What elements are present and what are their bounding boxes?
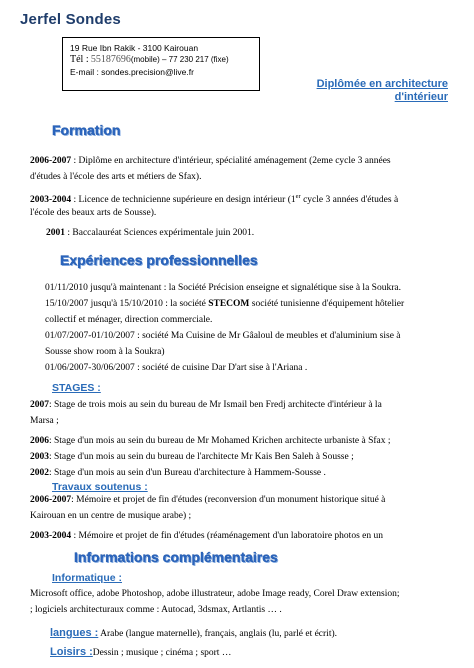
formation-year: 2006-2007 [30, 156, 72, 166]
travaux-item-cont: Kairouan en un centre de musique arabe) ; [30, 511, 192, 521]
tel-rest: (mobile) – 77 230 217 (fixe) [130, 55, 229, 64]
company-stecom: STECOM [208, 299, 250, 309]
experience-line: 01/06/2007-30/06/2007 : société de cuisine Dar D'art sise à l'Ariana . [45, 363, 308, 373]
informatique-line: Microsoft office, adobe Photoshop, adobe illustrateur, adobe Image ready, Corel Draw extension; [30, 589, 400, 599]
formation-item-cont: d'études à l'école des arts et métiers de Sfax). [30, 172, 202, 182]
travaux-year: 2003-2004 [30, 531, 72, 541]
informatique-line: ; logiciels architecturaux comme : Autocad, 3dsmax, Artlantis … . [30, 605, 282, 615]
formation-text: cycle 3 années d'études à [300, 195, 399, 206]
stage-item [30, 449, 455, 465]
formation-text: : Licence de technicienne supérieure en design intérieur (1 [71, 195, 296, 206]
diploma-title-line2: d'intérieur [394, 91, 448, 103]
address: 19 Rue Ibn Rakik - 3100 Kairouan [70, 43, 199, 53]
formation-sup: er [295, 193, 301, 200]
loisirs-text: Dessin ; musique ; cinéma ; sport … [92, 648, 232, 658]
tel-label: Tél : [70, 54, 89, 65]
formation-item [30, 189, 455, 205]
stage-item [30, 433, 455, 449]
experience-line [30, 296, 455, 312]
contact-box [62, 37, 260, 91]
formation-text: : Baccalauréat Sciences expérimentale juin 2001. [65, 228, 255, 238]
section-title-infos: Informations complémentaires [74, 549, 278, 565]
stage-text: : Stage d'un mois au sein d'un Bureau d'architecture à Hammem-Sousse . [49, 468, 326, 478]
experience-line: collectif et ménager, direction commerciale. [45, 315, 213, 325]
langues-row [50, 623, 337, 641]
diploma-title-line1: Diplômée en architecture [316, 78, 448, 90]
loisirs-row [50, 642, 231, 660]
stage-year: 2002 [30, 468, 49, 478]
stage-item [30, 397, 455, 413]
diploma-title [268, 78, 448, 104]
stage-year: 2007 [30, 400, 49, 410]
formation-item [30, 153, 455, 169]
stage-year: 2003 [30, 452, 49, 462]
travaux-item [30, 528, 455, 544]
experience-text: société tunisienne d'équipement hôtelier [249, 299, 405, 309]
experience-list [30, 280, 455, 376]
formation-item-cont: l'école des beaux arts de Sousse). [30, 208, 157, 218]
travaux-text: : Mémoire et projet de fin d'études (reconversion d'un monument historique situé à [71, 495, 386, 505]
stage-text: : Stage d'un mois au sein du bureau de Mr Mohamed Krichen architecte urbaniste à Sfax ; [49, 436, 391, 446]
tel-mobile: 55187696 [90, 54, 131, 65]
formation-item [30, 225, 455, 241]
experience-text: 15/10/2007 jusqu'à 15/10/2010 : la société [45, 299, 209, 309]
stage-year: 2006 [30, 436, 49, 446]
travaux-title: Travaux soutenus : [52, 481, 148, 493]
email: E-mail : sondes.precision@live.fr [70, 67, 194, 77]
formation-year: 2001 [46, 228, 65, 238]
experience-line: 01/07/2007-01/10/2007 : société Ma Cuisine de Mr Gâaloul de meubles et d'aluminium sise à [45, 331, 401, 341]
experience-line: 01/11/2010 jusqu'à maintenant : la Société Précision enseigne et signalétique sise à la Soukra. [45, 283, 401, 293]
formation-year: 2003-2004 [30, 195, 72, 206]
stage-item [30, 465, 455, 481]
section-title-formation: Formation [52, 122, 121, 138]
travaux-year: 2006-2007 [30, 495, 72, 505]
stage-text: : Stage de trois mois au sein du bureau de Mr Ismail ben Fredj architecte d'intérieur à la [49, 400, 382, 410]
travaux-text: : Mémoire et projet de fin d'études (réaménagement d'un laboratoire photos en un [71, 531, 383, 541]
informatique-text [30, 586, 455, 618]
langues-text: Arabe (langue maternelle), français, anglais (lu, parlé et écrit). [98, 629, 337, 639]
travaux-item [30, 492, 455, 508]
phone-line [70, 54, 252, 66]
formation-text: : Diplôme en architecture d'intérieur, spécialité aménagement (2eme cycle 3 années [71, 156, 391, 166]
stages-list [30, 397, 455, 481]
stages-title: STAGES : [52, 382, 101, 394]
experience-line: Sousse show room à la Soukra) [45, 347, 165, 357]
stage-item-cont: Marsa ; [30, 416, 59, 426]
stage-text: : Stage d'un mois au sein du bureau de l'architecte Mr Kais Ben Saleh à Sousse ; [49, 452, 354, 462]
formation-list [30, 153, 455, 241]
informatique-title: Informatique : [52, 572, 122, 584]
travaux-list [30, 492, 455, 544]
langues-title: langues : [50, 627, 99, 639]
candidate-name: Jerfel Sondes [20, 11, 121, 28]
section-title-experience: Expériences professionnelles [60, 252, 258, 268]
loisirs-title: Loisirs : [50, 646, 93, 658]
